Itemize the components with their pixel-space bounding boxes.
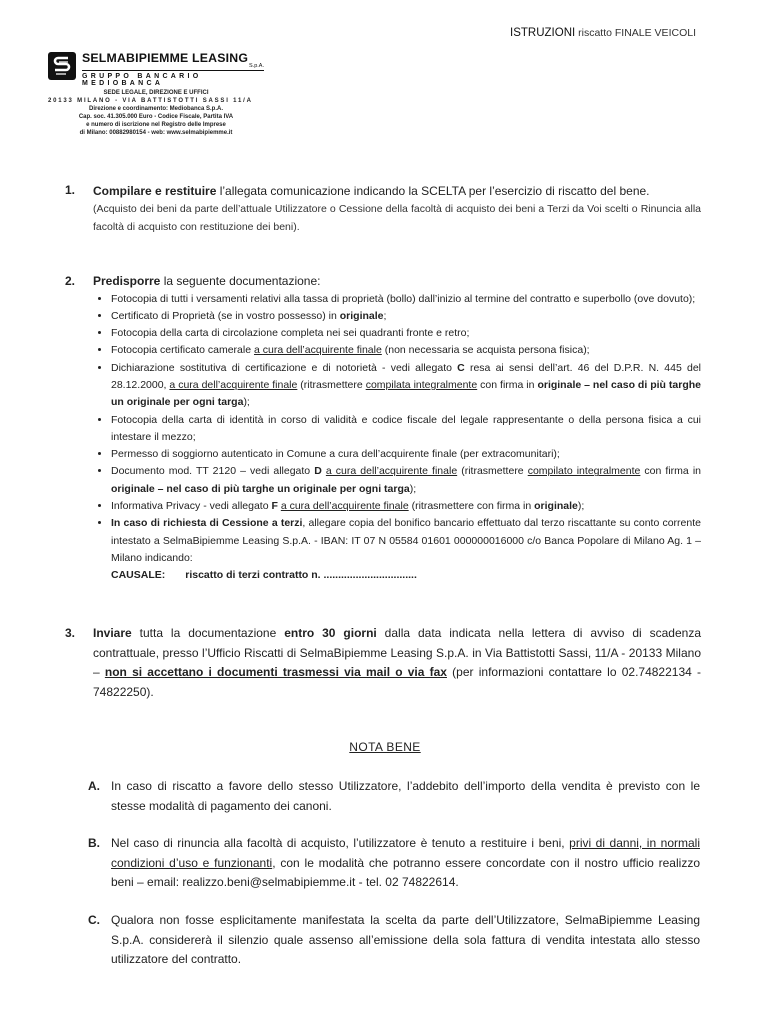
company-info-line: Direzione e coordinamento: Mediobanca S.p.A. — [88, 106, 224, 112]
nota-bene-c: C. Qualora non fosse esplicitamente manifestata la scelta da parte dell’Utilizzatore, SelmaBipiemme Leasing S.p.A. considererà il silenzio quale assenso all’emissione della sola fattura di vendita intestata allo stesso utilizzatore del contratto. — [88, 913, 700, 966]
logo-divider — [82, 70, 264, 71]
causale-value: riscatto di terzi contratto n. ................................ — [185, 569, 417, 582]
company-logo-icon — [48, 52, 76, 80]
list-item: • In caso di richiesta di Cessione a terzi, allegare copia del bonifico bancario effettuato dal terzo riscattante su conto corrente intestato a SelmaBipiemme Leasing S.p.A. - IBAN: IT 07 N 05584 01601 000000016000 c/o Banca Popolare di Milano Ag. 1 – Milano indicando: CAUSALE: riscatto di terzi contratto n. ................................ — [111, 515, 701, 584]
list-item: • Fotocopia di tutti i versamenti relativi alla tassa di proprietà (bollo) dall’inizio al termine del contratto e superbollo (ove dovuto); — [111, 291, 701, 308]
section-1-note: (Acquisto dei beni da parte dell’attuale Utilizzatore o Cessione della facoltà di acquisto dei beni a Terzi da Voi scelti o Rinuncia alla facoltà di acquisto con restituzione dei beni). — [93, 203, 701, 233]
company-info-line: e numero di iscrizione nel Registro delle Imprese — [86, 122, 226, 128]
causale-label: CAUSALE: — [111, 569, 166, 582]
company-letterhead — [48, 52, 264, 137]
list-item: • Fotocopia della carta di identità in corso di validità e codice fiscale del legale rappresentante o della persona fisica a cui intestare il mezzo; — [111, 412, 701, 447]
list-item: • Fotocopia certificato camerale a cura dell’acquirente finale (non necessaria se acquista persona fisica); — [111, 342, 701, 359]
list-item: • Certificato di Proprietà (se in vostro possesso) in originale; — [111, 308, 701, 325]
header-title-rest: riscatto FINALE VEICOLI — [575, 27, 696, 39]
list-item: • Dichiarazione sostitutiva di certificazione e di notorietà - vedi allegato C resa ai sensi dell’art. 46 del D.P.R. N. 445 del 28.12.2000, a cura dell’acquirente finale (ritrasmettere compilata integralmente con firma in originale – nel caso di più targhe un originale per ogni targa); — [111, 360, 701, 412]
company-info-line: Cap. soc. 41.305.000 Euro - Codice Fiscale, Partita IVA — [78, 114, 234, 120]
section-2-lead: Predisporre — [93, 274, 161, 288]
header-title-bold: ISTRUZIONI — [510, 27, 576, 39]
section-2-number: 2. — [65, 274, 76, 288]
company-info-line: di Milano: 00882980154 - web: www.selmabipiemme.it — [79, 130, 233, 136]
list-item: • Informativa Privacy - vedi allegato F a cura dell’acquirente finale (ritrasmettere con firma in originale); — [111, 498, 701, 515]
section-1-number: 1. — [65, 183, 76, 197]
company-info-line: SEDE LEGALE, DIREZIONE E UFFICI — [103, 90, 209, 96]
nota-bene-a: A. In caso di riscatto a favore dello stesso Utilizzatore, l’addebito dell’importo della vendita è previsto con le stesse modalità di pagamento dei canoni. — [88, 779, 700, 813]
company-address: 20133 MILANO - VIA BATTISTOTTI SASSI 11/A — [48, 98, 253, 104]
list-item: • Documento mod. TT 2120 – vedi allegato D a cura dell’acquirente finale (ritrasmettere compilato integralmente con firma in originale – nel caso di più targhe un originale per ogni targa); — [111, 463, 701, 498]
section-2-text: la seguente documentazione: — [160, 274, 321, 288]
section-3-number: 3. — [65, 626, 76, 640]
list-item: • Permesso di soggiorno autenticato in Comune a cura dell’acquirente finale (per extracomunitari); — [111, 446, 701, 463]
list-item: • Fotocopia della carta di circolazione completa nei sei quadranti fronte e retro; — [111, 325, 701, 342]
nota-bene-b: B. Nel caso di rinuncia alla facoltà di acquisto, l’utilizzatore è tenuto a restituire i beni, privi di danni, in normali condizioni d’uso e funzionanti, con le modalità che potranno essere concordate con il nostro ufficio realizzo beni – email: realizzo.beni@selmabipiemme.it - tel. 02 74822614. — [88, 836, 700, 889]
company-name: SELMABIPIEMME LEASING — [82, 51, 249, 65]
document-header — [510, 27, 696, 39]
documents-list — [93, 291, 701, 585]
section-2 — [65, 272, 701, 585]
section-1 — [65, 181, 701, 236]
nota-bene-title: NOTA BENE — [349, 740, 421, 754]
section-3: 3. Inviare tutta la documentazione entro 30 giorni dalla data indicata nella lettera di avviso di scadenza contrattuale, presso l’Ufficio Riscatti di SelmaBipiemme Leasing S.p.A. in Via Battistotti Sassi, 11/A - 20133 Milano – non si accettano i documenti trasmessi via mail o via fax (per informazioni contattare lo 02.74822134 - 74822250). — [65, 626, 702, 699]
section-1-lead: Compilare e restituire — [93, 184, 217, 198]
company-spa: S.p.A. — [249, 63, 264, 69]
section-1-text: l’allegata comunicazione indicando la SCELTA per l’esercizio di riscatto del bene. — [216, 184, 650, 198]
company-group: GRUPPO BANCARIO MEDIOBANCA — [82, 73, 202, 87]
